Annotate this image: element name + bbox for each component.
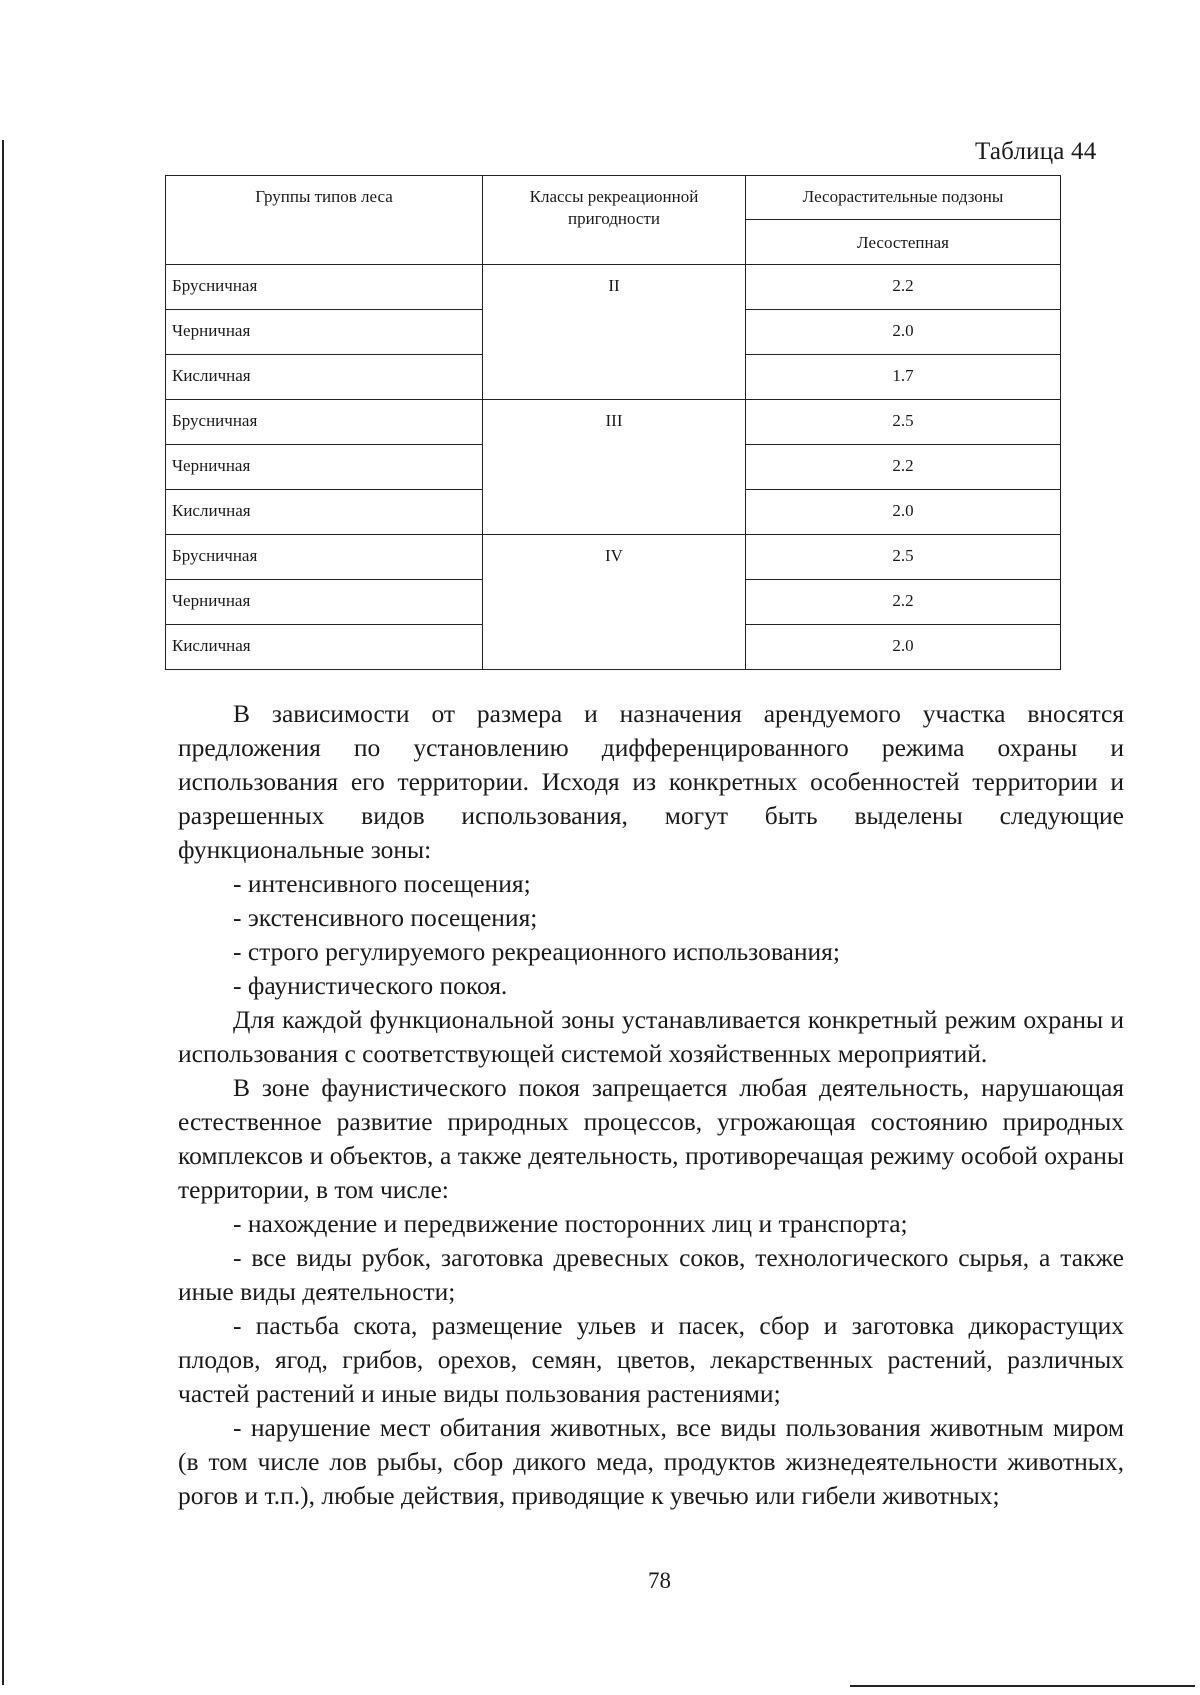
list-item: - строго регулируемого рекреационного использования; — [233, 937, 840, 966]
cell-class: IV — [483, 535, 746, 670]
table-row — [166, 535, 1061, 580]
header-recreation-classes: Классы рекреационной пригодности — [483, 176, 746, 265]
header-forest-steppe: Лесостепная — [746, 220, 1061, 265]
cell-group: Кисличная — [166, 490, 483, 535]
paragraph: В зоне фаунистического покоя запрещается любая деятельность, нарушающая естественное развитие природных процессов, угрожающая состоянию природных комплексов и объектов, а также деятельность, противоречащая режиму особой охраны территории, в том числе: — [178, 1073, 1124, 1204]
cell-group: Кисличная — [166, 355, 483, 400]
cell-value: 2.2 — [746, 580, 1061, 625]
cell-group: Черничная — [166, 310, 483, 355]
cell-group: Кисличная — [166, 625, 483, 670]
body-text — [178, 697, 1124, 1513]
header-forest-groups: Группы типов леса — [166, 176, 483, 265]
cell-class: II — [483, 265, 746, 400]
table-caption: Таблица 44 — [975, 138, 1097, 165]
cell-value: 2.0 — [746, 625, 1061, 670]
scan-edge-bottom — [850, 1685, 1195, 1687]
cell-value: 2.0 — [746, 490, 1061, 535]
list-item: - фаунистического покоя. — [233, 971, 508, 1000]
scan-edge-left — [2, 140, 4, 1685]
cell-group: Черничная — [166, 580, 483, 625]
cell-value: 1.7 — [746, 355, 1061, 400]
list-item: - нарушение мест обитания животных, все виды пользования животным миром (в том числе лов рыбы, сбор дикого меда, продуктов жизнедеятельности животных, рогов и т.п.), любые действия, приводящие к увечью или гибели животных; — [178, 1413, 1124, 1510]
table-row — [166, 400, 1061, 445]
list-item: - интенсивного посещения; — [233, 869, 531, 898]
table-row — [166, 265, 1061, 310]
page-number: 78 — [648, 1568, 671, 1593]
paragraph: Для каждой функциональной зоны устанавливается конкретный режим охраны и использования с соответствующей системой хозяйственных мероприятий. — [178, 1005, 1124, 1068]
cell-value: 2.5 — [746, 400, 1061, 445]
cell-value: 2.2 — [746, 445, 1061, 490]
list-item: - нахождение и передвижение посторонних лиц и транспорта; — [233, 1209, 908, 1238]
cell-group: Брусничная — [166, 265, 483, 310]
cell-value: 2.2 — [746, 265, 1061, 310]
forest-recreation-table — [165, 175, 1061, 670]
list-item: - экстенсивного посещения; — [233, 903, 538, 932]
cell-value: 2.5 — [746, 535, 1061, 580]
list-item: - пастьба скота, размещение ульев и пасек, сбор и заготовка дикорастущих плодов, ягод, грибов, орехов, семян, цветов, лекарственных растений, различных частей растений и иные виды пользования растениями; — [178, 1311, 1124, 1408]
header-subzones: Лесорастительные подзоны — [746, 176, 1061, 220]
cell-group: Черничная — [166, 445, 483, 490]
paragraph: В зависимости от размера и назначения арендуемого участка вносятся предложения по установлению дифференцированного режима охраны и использования его территории. Исходя из конкретных особенностей территории и разрешенных видов использования, могут быть выделены следующие функциональные зоны: — [178, 699, 1124, 864]
cell-group: Брусничная — [166, 400, 483, 445]
cell-class: III — [483, 400, 746, 535]
list-item: - все виды рубок, заготовка древесных соков, технологического сырья, а также иные виды деятельности; — [178, 1243, 1124, 1306]
cell-value: 2.0 — [746, 310, 1061, 355]
cell-group: Брусничная — [166, 535, 483, 580]
